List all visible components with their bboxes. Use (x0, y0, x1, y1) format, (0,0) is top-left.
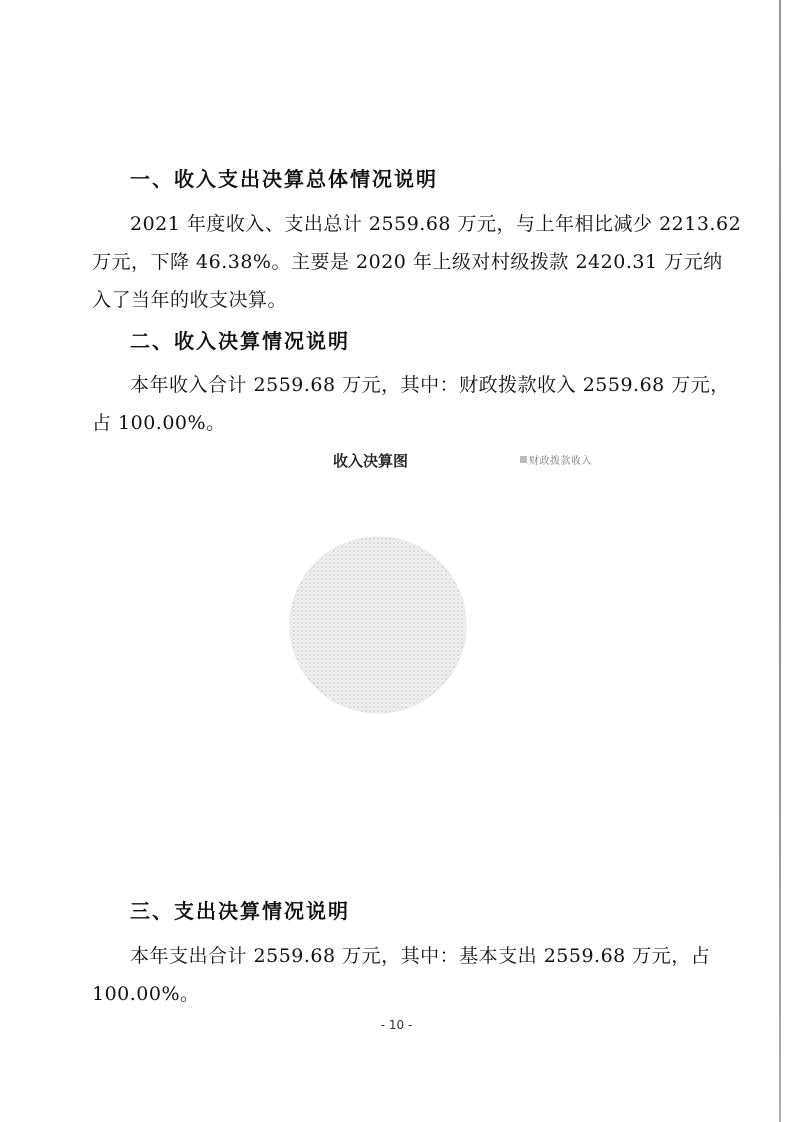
section-3-line-1: 本年支出合计 2559.68 万元，其中：基本支出 2559.68 万元，占 (130, 945, 711, 967)
section-1-line-2: 万元，下降 46.38%。主要是 2020 年上级对村级拨款 2420.31 万元纳 (92, 251, 723, 273)
legend-label: 财政拨款收入 (529, 456, 592, 467)
section-3-heading: 三、支出决算情况说明 (130, 899, 350, 923)
section-2-heading: 二、收入决算情况说明 (130, 329, 350, 353)
chart-title: 收入决算图 (333, 452, 409, 470)
section-1-line-1: 2021 年度收入、支出总计 2559.68 万元，与上年相比减少 2213.62 (130, 213, 742, 235)
section-3-line-2: 100.00%。 (92, 983, 200, 1005)
section-1-line-3: 入了当年的收支决算。 (92, 289, 288, 311)
section-2-line-2: 占 100.00%。 (92, 412, 226, 434)
legend-swatch (520, 456, 527, 463)
page-edge (779, 0, 781, 1122)
section-1-heading: 一、收入支出决算总体情况说明 (130, 167, 438, 191)
page-number: - 10 - (380, 1018, 413, 1032)
section-2-line-1: 本年收入合计 2559.68 万元，其中：财政拨款收入 2559.68 万元， (130, 374, 730, 396)
chart-legend (520, 452, 592, 467)
pie-svg (253, 530, 503, 720)
pie-chart (253, 530, 503, 720)
pie-slice-0 (290, 537, 466, 713)
